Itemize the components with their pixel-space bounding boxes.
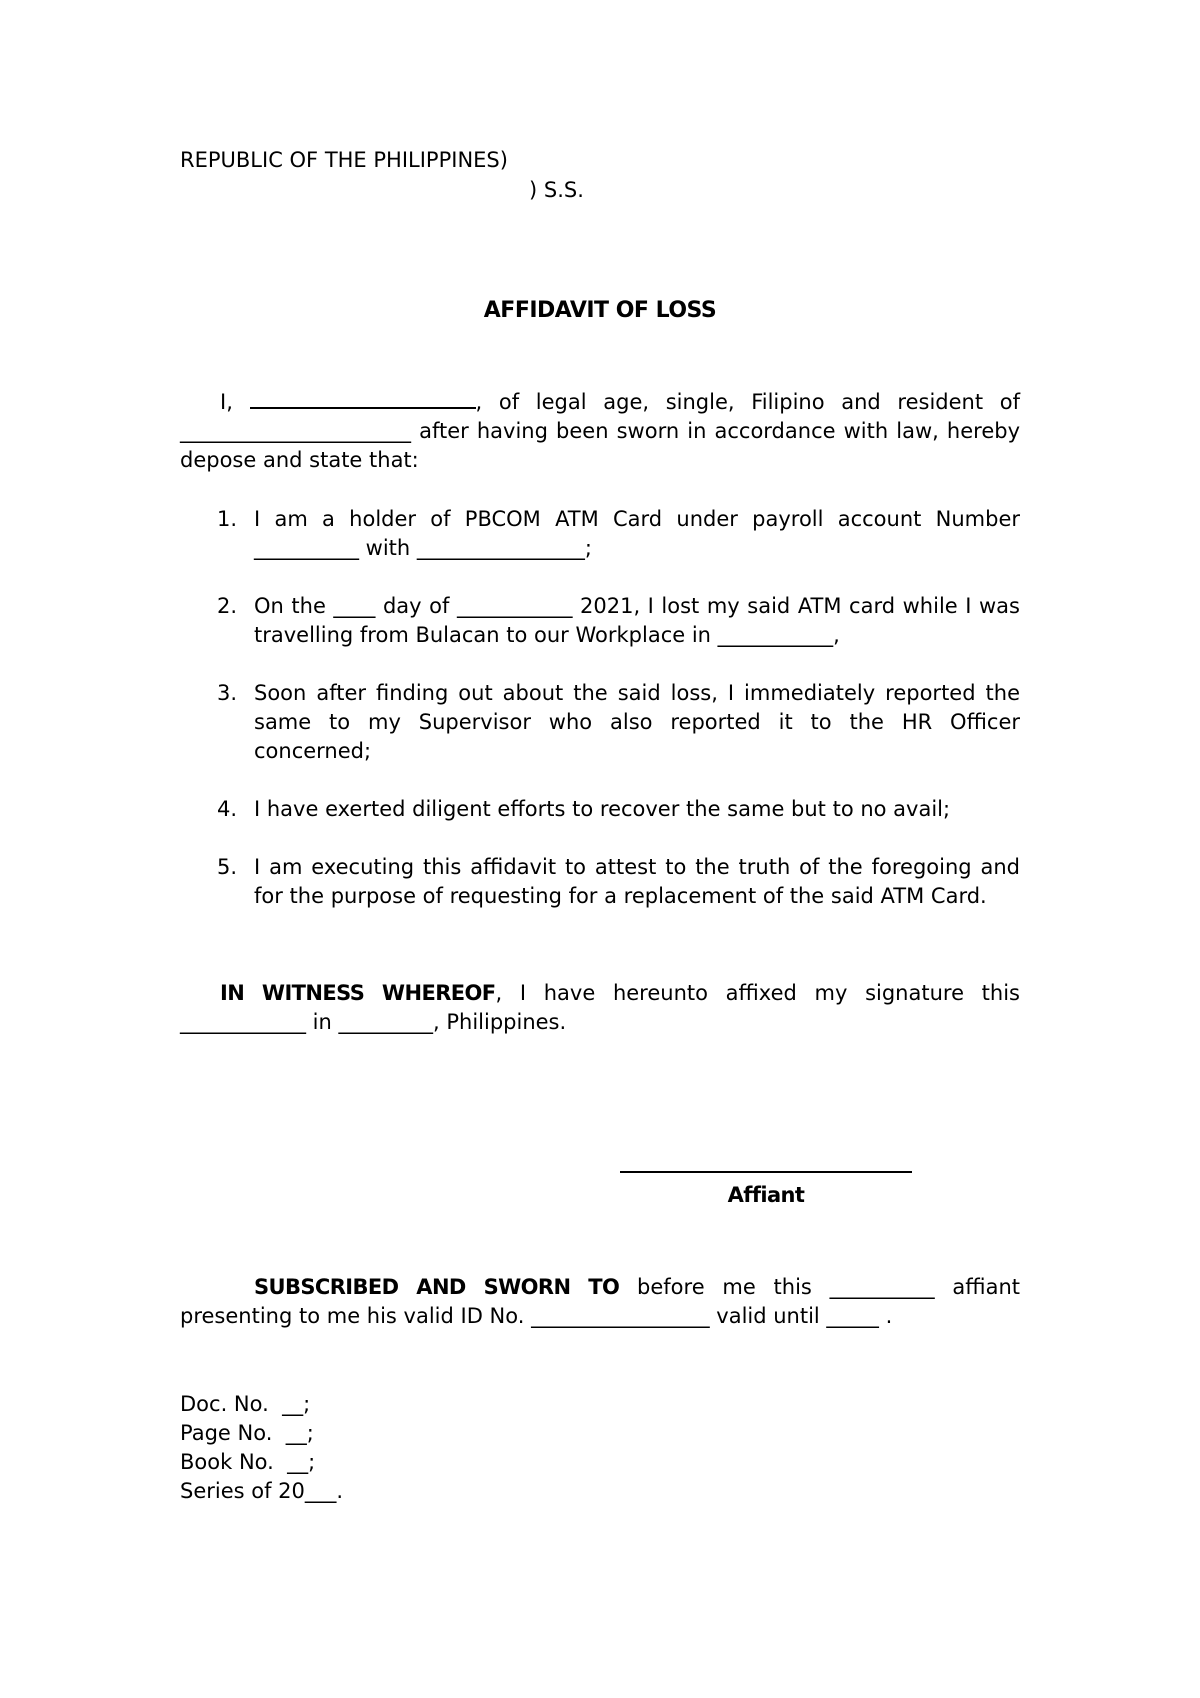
series-number: Series of 20___. (180, 1479, 344, 1503)
page-number: Page No. __; (180, 1421, 314, 1445)
item-text: I am executing this affidavit to attest to the truth of the foregoing and for the purpose of requesting for a replacement of the said ATM Card. (254, 855, 1020, 908)
list-item (180, 505, 1020, 563)
intro-tail: after having been sworn in accordance with law, hereby depose and state that: (180, 419, 1020, 472)
jurat-paragraph (180, 1273, 1020, 1331)
republic-header: REPUBLIC OF THE PHILIPPINES) (180, 148, 508, 172)
statement-list (180, 505, 1020, 940)
residence-blank: ______________________ (180, 419, 411, 443)
witness-text: , I have hereunto affixed my signature this ____________ in _________, Philippines. (180, 981, 1020, 1034)
intro-paragraph (180, 388, 1020, 475)
witness-paragraph (180, 979, 1020, 1037)
document-title: AFFIDAVIT OF LOSS (483, 298, 717, 323)
item-number: 5. (217, 855, 238, 879)
item-text: On the ____ day of ___________ 2021, I lost my said ATM card while I was travelling from Bulacan to our Workplace in ___________, (254, 594, 1020, 647)
jurat-text: before me this __________ affiant presenting to me his valid ID No. _________________ valid until _____ . (180, 1275, 1020, 1328)
notarial-block (180, 1390, 343, 1506)
intro-after-name: , of legal age, single, Filipino and resident of (475, 390, 1020, 414)
item-text: Soon after finding out about the said loss, I immediately reported the same to my Supervisor who also reported it to the HR Officer concerned; (254, 681, 1020, 763)
list-item (180, 679, 1020, 766)
doc-number: Doc. No. __; (180, 1392, 311, 1416)
item-number: 1. (217, 507, 238, 531)
name-blank (250, 388, 476, 409)
intro-lead: I, (220, 390, 250, 414)
list-item (180, 592, 1020, 650)
list-item (180, 853, 1020, 911)
list-item (180, 795, 1020, 824)
ss-header: ) S.S. (529, 178, 584, 202)
item-text: I have exerted diligent efforts to recover the same but to no avail; (254, 797, 951, 821)
item-number: 4. (217, 797, 238, 821)
affiant-label: Affiant (727, 1183, 805, 1207)
signature-line (620, 1171, 912, 1173)
item-number: 2. (217, 594, 238, 618)
witness-bold: IN WITNESS WHEREOF (220, 981, 496, 1005)
jurat-bold: SUBSCRIBED AND SWORN TO (254, 1275, 620, 1299)
book-number: Book No. __; (180, 1450, 316, 1474)
item-text: I am a holder of PBCOM ATM Card under payroll account Number __________ with ________________; (254, 507, 1020, 560)
item-number: 3. (217, 681, 238, 705)
